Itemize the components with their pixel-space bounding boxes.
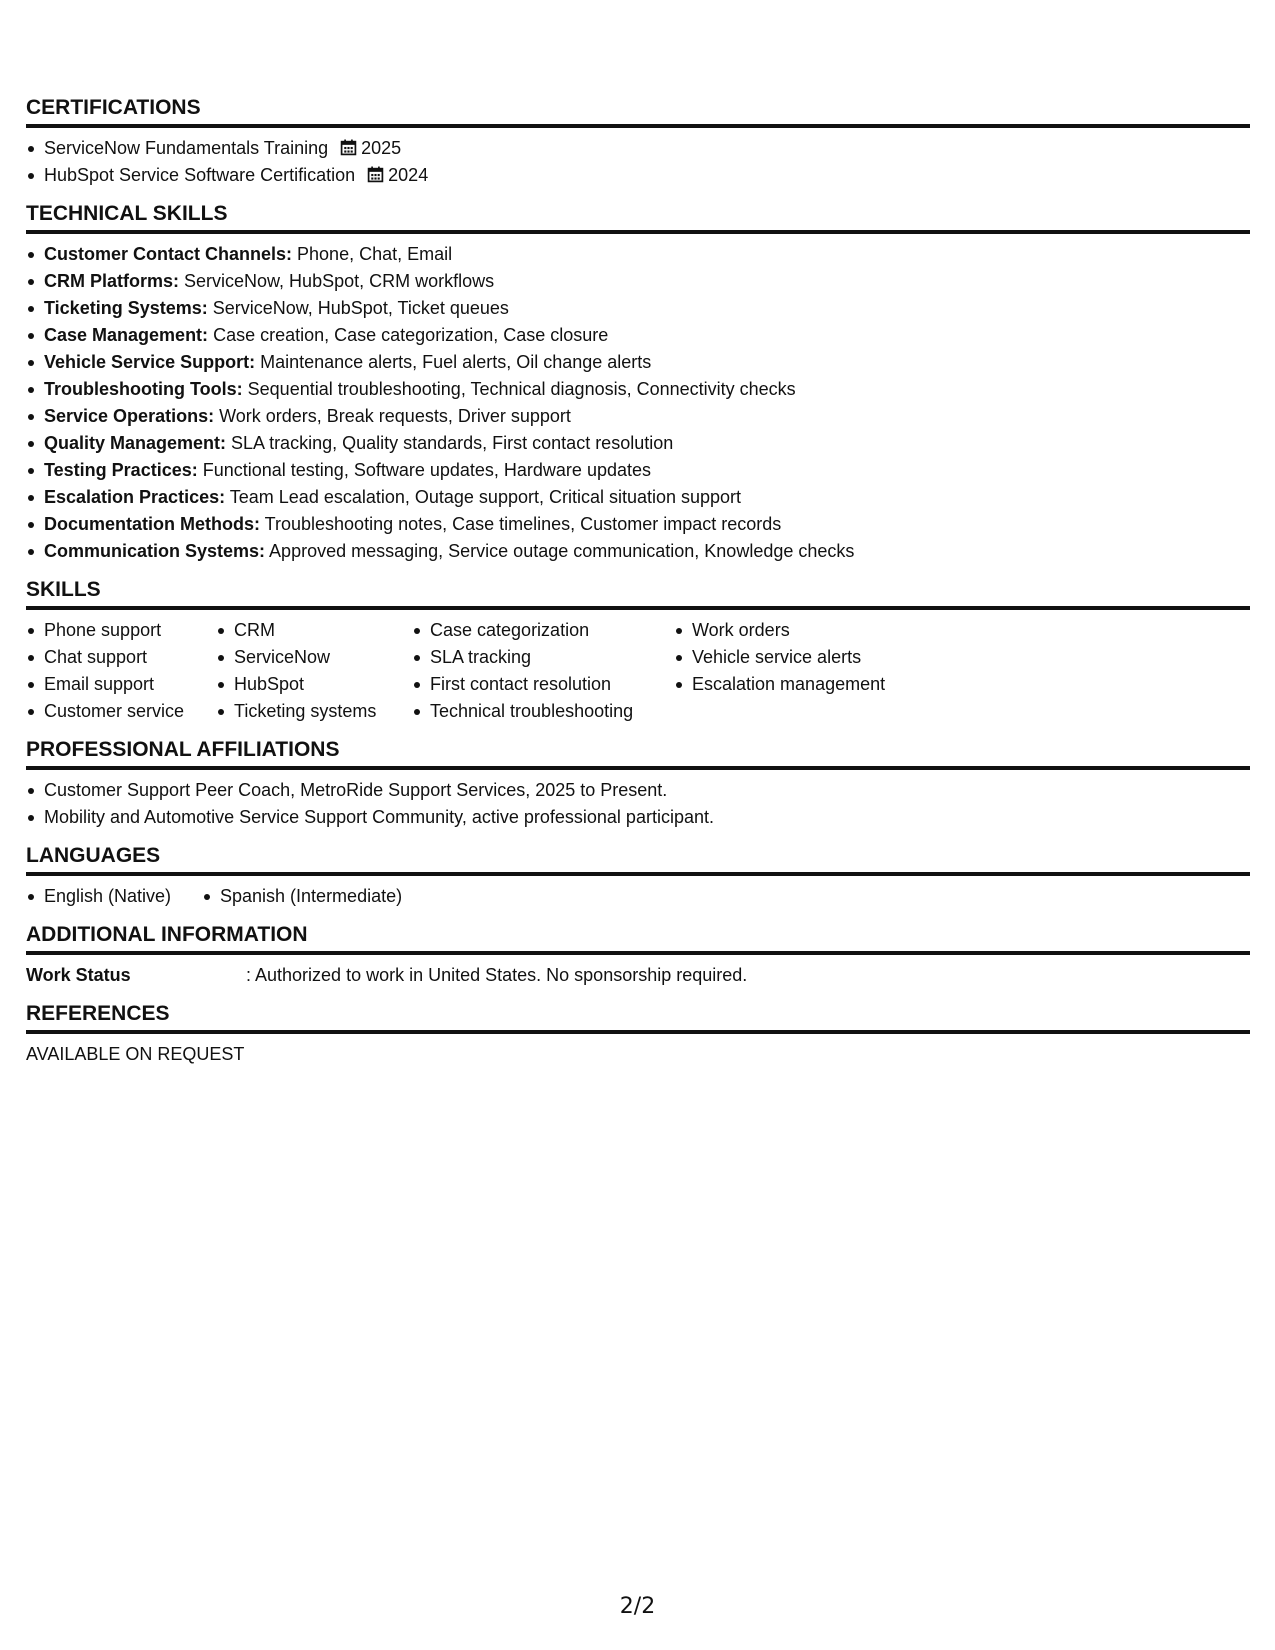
list-item (26, 241, 1250, 268)
list-item: Work orders (674, 617, 934, 644)
list-item: Chat support (26, 644, 216, 671)
languages-section (26, 844, 1250, 910)
skill-value: Phone, Chat, Email (292, 244, 453, 264)
skill-value: ServiceNow, HubSpot, CRM workflows (179, 271, 495, 291)
page-number: 2/2 (619, 1594, 656, 1619)
list-item: Mobility and Automotive Service Support Community, active professional participant. (26, 804, 1250, 831)
list-item: Case categorization (412, 617, 674, 644)
list-item (26, 538, 1250, 565)
skills-column (674, 617, 934, 725)
skill-value: Work orders, Break requests, Driver support (214, 406, 571, 426)
work-status-value: : Authorized to work in United States. No sponsorship required. (246, 965, 748, 985)
affiliations-list (26, 777, 1250, 831)
list-item: Technical troubleshooting (412, 698, 674, 725)
list-item: Escalation management (674, 671, 934, 698)
skill-label: Communication Systems: (44, 541, 266, 561)
references-text: AVAILABLE ON REQUEST (26, 1044, 245, 1064)
list-item (26, 430, 1250, 457)
list-item: SLA tracking (412, 644, 674, 671)
skill-value: ServiceNow, HubSpot, Ticket queues (207, 298, 509, 318)
skill-label: Documentation Methods: (44, 514, 260, 534)
language-column (26, 883, 202, 910)
list-item (26, 403, 1250, 430)
list-item (26, 457, 1250, 484)
section-title: SKILLS (26, 578, 1250, 610)
section-title: ADDITIONAL INFORMATION (26, 923, 1250, 955)
technical-skills-section (26, 202, 1250, 565)
language-column (202, 883, 402, 910)
skills-section (26, 578, 1250, 725)
skill-label: Ticketing Systems: (44, 298, 208, 318)
list-item: Customer service (26, 698, 216, 725)
section-title: CERTIFICATIONS (26, 96, 1250, 128)
section-title: TECHNICAL SKILLS (26, 202, 1250, 234)
additional-info-section (26, 923, 1250, 989)
resume-page (26, 96, 1250, 1068)
skill-value: Maintenance alerts, Fuel alerts, Oil change alerts (255, 352, 652, 372)
skill-value: Case creation, Case categorization, Case closure (208, 325, 609, 345)
list-item: Customer Support Peer Coach, MetroRide Support Services, 2025 to Present. (26, 777, 1250, 804)
skill-label: Case Management: (44, 325, 209, 345)
list-item (26, 376, 1250, 403)
skill-value: Sequential troubleshooting, Technical diagnosis, Connectivity checks (242, 379, 796, 399)
skills-columns (26, 617, 1250, 725)
calendar-icon (340, 139, 357, 156)
skill-value: Team Lead escalation, Outage support, Critical situation support (225, 487, 742, 507)
list-item: Vehicle service alerts (674, 644, 934, 671)
skill-value: SLA tracking, Quality standards, First contact resolution (226, 433, 674, 453)
work-status-label: Work Status (26, 965, 131, 985)
skills-column (216, 617, 412, 725)
skills-column (26, 617, 216, 725)
certification-year: 2024 (388, 165, 429, 185)
list-item: First contact resolution (412, 671, 674, 698)
section-title: LANGUAGES (26, 844, 1250, 876)
list-item (26, 135, 1250, 162)
skill-label: Service Operations: (44, 406, 215, 426)
skill-label: Testing Practices: (44, 460, 198, 480)
skill-label: Quality Management: (44, 433, 227, 453)
list-item: CRM (216, 617, 412, 644)
certification-name: ServiceNow Fundamentals Training (44, 138, 329, 158)
list-item (26, 511, 1250, 538)
skill-label: Troubleshooting Tools: (44, 379, 243, 399)
list-item (26, 162, 1250, 189)
list-item (26, 322, 1250, 349)
skill-value: Troubleshooting notes, Case timelines, Customer impact records (260, 514, 782, 534)
certification-year: 2025 (361, 138, 402, 158)
list-item (26, 484, 1250, 511)
certifications-section (26, 96, 1250, 189)
list-item (26, 268, 1250, 295)
skill-label: Customer Contact Channels: (44, 244, 293, 264)
technical-skills-list (26, 241, 1250, 565)
skill-label: CRM Platforms: (44, 271, 180, 291)
calendar-icon (367, 166, 384, 183)
list-item (26, 349, 1250, 376)
list-item: ServiceNow (216, 644, 412, 671)
certification-name: HubSpot Service Software Certification (44, 165, 356, 185)
certifications-list (26, 135, 1250, 189)
skill-value: Functional testing, Software updates, Hardware updates (197, 460, 651, 480)
skill-label: Escalation Practices: (44, 487, 226, 507)
languages-list (26, 883, 1250, 910)
list-item: Email support (26, 671, 216, 698)
list-item: Phone support (26, 617, 216, 644)
list-item (26, 295, 1250, 322)
section-title: PROFESSIONAL AFFILIATIONS (26, 738, 1250, 770)
skills-column (412, 617, 674, 725)
section-title: REFERENCES (26, 1002, 1250, 1034)
affiliations-section (26, 738, 1250, 831)
list-item: Spanish (Intermediate) (202, 883, 402, 910)
work-status-row (26, 962, 1250, 989)
list-item: English (Native) (26, 883, 202, 910)
skill-label: Vehicle Service Support: (44, 352, 256, 372)
list-item: Ticketing systems (216, 698, 412, 725)
list-item: HubSpot (216, 671, 412, 698)
skill-value: Approved messaging, Service outage communication, Knowledge checks (265, 541, 855, 561)
references-section (26, 1002, 1250, 1068)
